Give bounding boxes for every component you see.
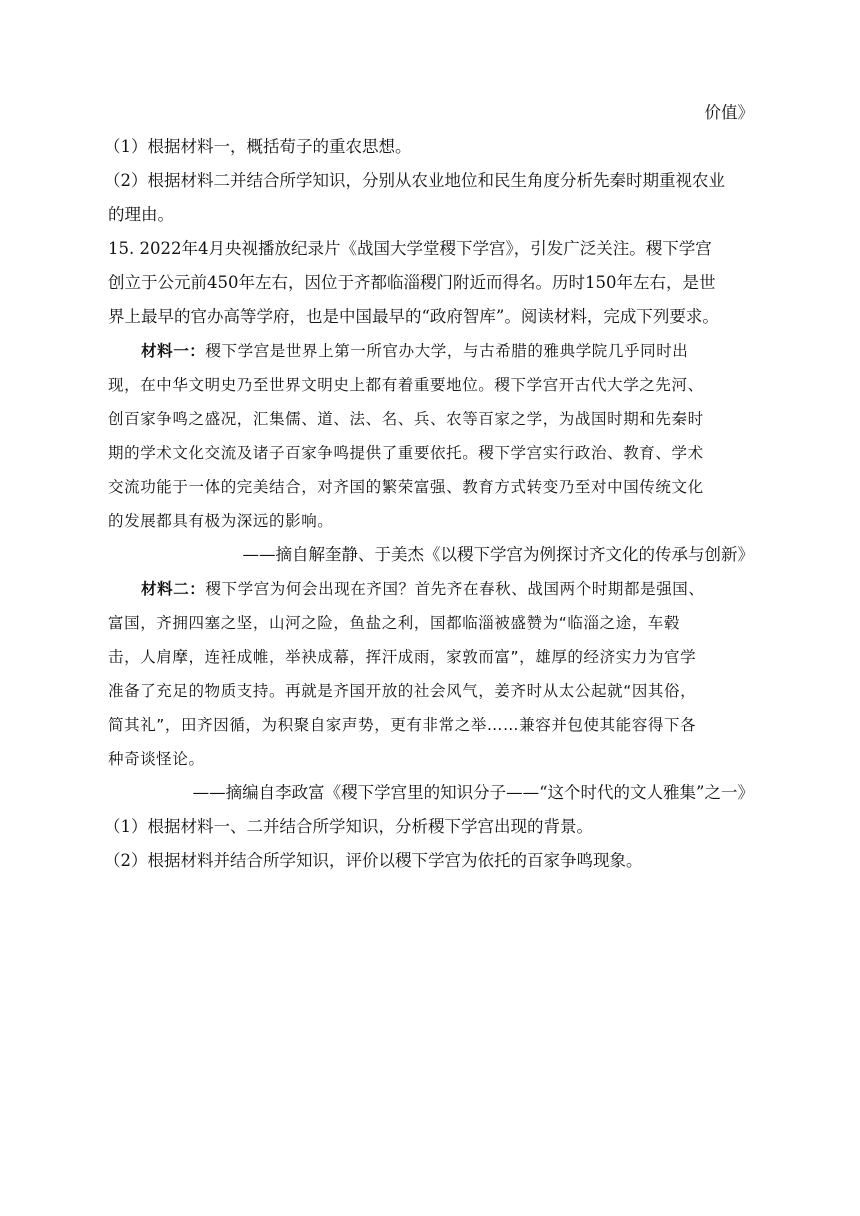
previous-source-fragment: 价值》 [704, 103, 754, 122]
material-2-line: 富国，齐拥四塞之坚，山河之险，鱼盐之利，国都临淄被盛赞为“临淄之途，车毂 [108, 614, 681, 632]
q14-subquestion-2-line-1: （2）根据材料二并结合所学知识，分别从农业地位和民生角度分析先秦时期重视农业 [104, 171, 725, 190]
material-1-line: 创百家争鸣之盛况，汇集儒、道、法、名、兵、农等百家之学，为战国时期和先秦时 [108, 410, 704, 428]
q15-intro-line-1: 15. 2022年4月央视播放纪录片《战国大学堂稷下学宫》，引发广泛关注。稷下学宫 [108, 239, 712, 258]
material-1-first-line [108, 334, 754, 368]
material-2-title: 材料二： [141, 580, 206, 598]
q15-subquestion-1: （1）根据材料一、二并结合所学知识，分析稷下学宫出现的背景。 [104, 817, 593, 836]
material-2-first-line-text: 稷下学宫为何会出现在齐国？首先齐在春秋、战国两个时期都是强国、 [205, 580, 705, 598]
q14-subquestion-1: （1）根据材料一，概括荀子的重农思想。 [104, 137, 412, 156]
document-page [104, 96, 754, 878]
material-2-line: 简其礼”，田齐因循，为积聚自家声势，更有非常之举……兼容并包使其能容得下各 [108, 716, 697, 734]
material-2-source: ——摘编自李政富《稷下学宫里的知识分子——“这个时代的文人雅集”之一》 [192, 783, 754, 802]
material-2-line: 击，人肩摩，连衽成帷，举袂成幕，挥汗成雨，家敦而富”，雄厚的经济实力为官学 [108, 648, 697, 666]
material-2-line: 种奇谈怪论。 [108, 750, 205, 768]
material-2-line: 准备了充足的物质支持。再就是齐国开放的社会风气，姜齐时从太公起就“因其俗， [108, 682, 697, 700]
material-1-line: 期的学术文化交流及诸子百家争鸣提供了重要依托。稷下学宫实行政治、教育、学术 [108, 444, 704, 462]
material-1-first-line-text: 稷下学宫是世界上第一所官办大学，与古希腊的雅典学院几乎同时出 [205, 342, 689, 360]
material-1-source: ——摘自解奎静、于美杰《以稷下学宫为例探讨齐文化的传承与创新》 [242, 545, 754, 564]
material-1-line: 交流功能于一体的完美结合，对齐国的繁荣富强、教育方式转变乃至对中国传统文化 [108, 478, 704, 496]
material-2-first-line [108, 572, 754, 606]
q15-intro-line-3: 界上最早的官办高等学府，也是中国最早的“政府智库”。阅读材料，完成下列要求。 [108, 307, 719, 326]
material-1-line: 现，在中华文明史乃至世界文明史上都有着重要地位。稷下学宫开古代大学之先河、 [108, 376, 704, 394]
q15-intro-line-2: 创立于公元前450年左右，因位于齐都临淄稷门附近而得名。历时150年左右，是世 [108, 273, 716, 292]
material-1-line: 的发展都具有极为深远的影响。 [108, 512, 334, 530]
material-1-title: 材料一： [141, 342, 206, 360]
q14-subquestion-2-line-2: 的理由。 [108, 205, 174, 224]
q15-subquestion-2: （2）根据材料并结合所学知识，评价以稷下学宫为依托的百家争鸣现象。 [104, 851, 643, 870]
